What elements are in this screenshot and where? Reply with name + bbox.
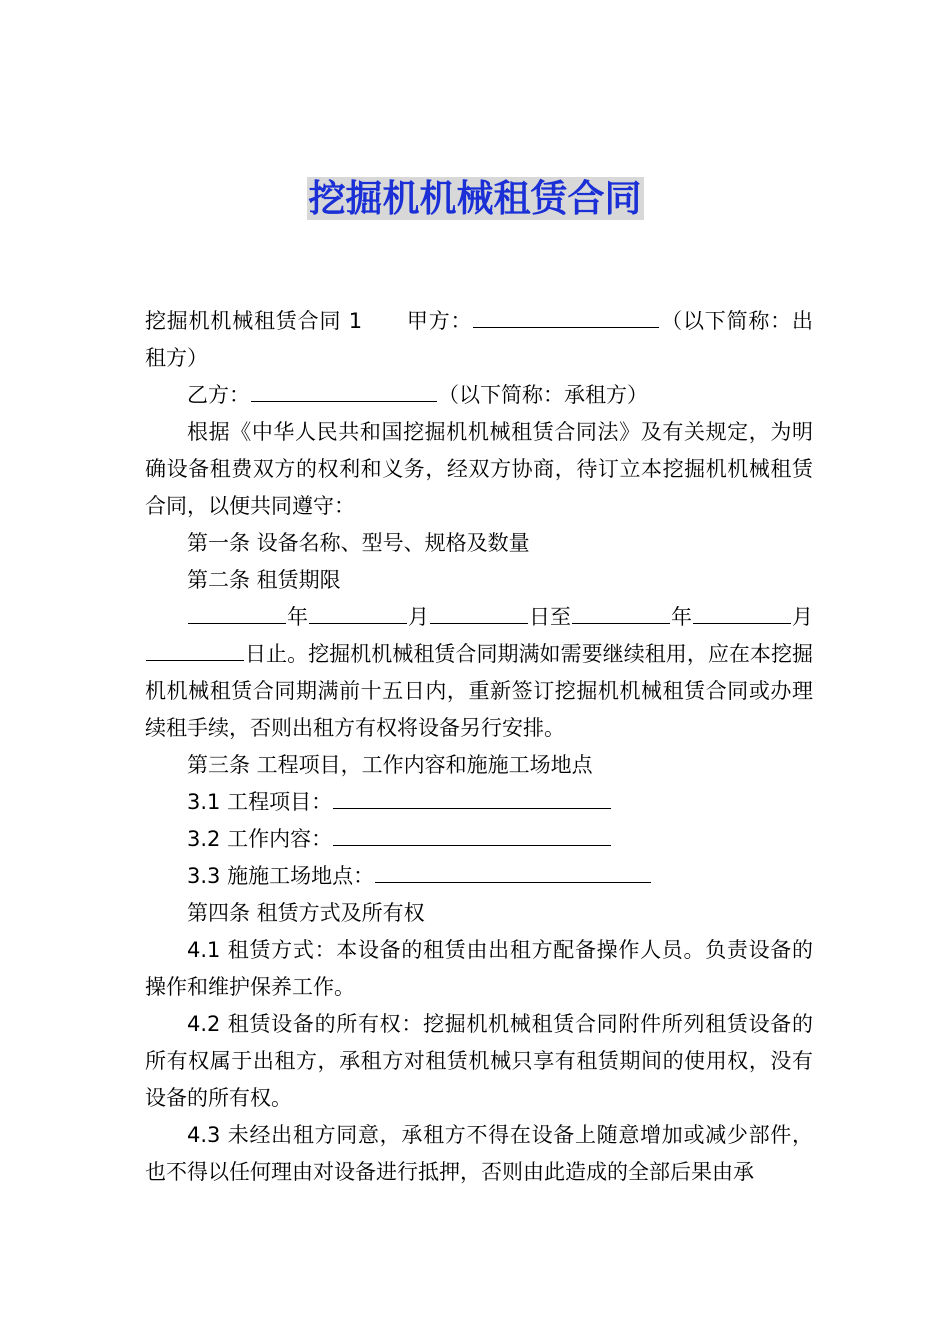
work-content-blank [333, 825, 611, 846]
end-month-blank [693, 603, 791, 624]
document-body [145, 303, 813, 1191]
paragraph-party-b [145, 377, 813, 414]
party-b-blank [251, 381, 437, 402]
contract-lead: 挖掘机机械租赁合同 1 [145, 309, 363, 333]
start-day-blank [430, 603, 528, 624]
paragraph-preamble: 根据《中华人民共和国挖掘机机械租赁合同法》及有关规定，为明确设备租费双方的权利和义务，经双方协商，待订立本挖掘机机械租赁合同，以便共同遵守： [145, 420, 813, 518]
party-a-label: 甲方： [406, 309, 473, 333]
start-year-blank [188, 603, 286, 624]
party-a-suffix: （以下简称：出租方） [145, 309, 813, 370]
article-3-heading: 第三条 工程项目，工作内容和施施工场地点 [187, 753, 593, 777]
article-4-heading: 第四条 租赁方式及所有权 [187, 901, 425, 925]
project-blank [333, 788, 611, 809]
article-1-heading: 第一条 设备名称、型号、规格及数量 [187, 531, 530, 555]
item-4-2: 4.2 租赁设备的所有权：挖掘机机械租赁合同附件所列租赁设备的所有权属于出租方，承租方对租赁机械只享有租赁期间的使用权，没有设备的所有权。 [145, 1012, 813, 1110]
article-2-heading: 第二条 租赁期限 [187, 568, 341, 592]
party-b-suffix: （以下简称：承租方） [438, 383, 648, 407]
paragraph-party-a [145, 303, 813, 377]
document-title-text: 挖掘机机械租赁合同 [308, 177, 642, 220]
end-year-blank [572, 603, 670, 624]
document-title [0, 176, 950, 222]
party-b-label: 乙方： [187, 383, 250, 407]
item-4-1: 4.1 租赁方式：本设备的租赁由出租方配备操作人员。负责设备的操作和维护保养工作。 [145, 938, 813, 999]
paragraph-lease-period: 年 月 日至 年 月日止。挖掘机机械租赁合同期满如需要继续租用，应在本挖掘机机械租赁合同期满前十五日内，重新签订挖掘机机械租赁合同或办理续租手续，否则出租方有权将设备另行安排。 [145, 605, 813, 740]
item-3-1: 3.1 工程项目： [145, 784, 813, 821]
item-3-3: 3.3 施施工场地点： [145, 858, 813, 895]
site-location-blank [375, 862, 651, 883]
end-day-blank [146, 640, 244, 661]
item-4-3: 4.3 未经出租方同意，承租方不得在设备上随意增加或减少部件，也不得以任何理由对设备进行抵押，否则由此造成的全部后果由承 [145, 1123, 813, 1184]
start-month-blank [309, 603, 407, 624]
item-3-2: 3.2 工作内容： [145, 821, 813, 858]
party-a-blank [473, 307, 659, 328]
